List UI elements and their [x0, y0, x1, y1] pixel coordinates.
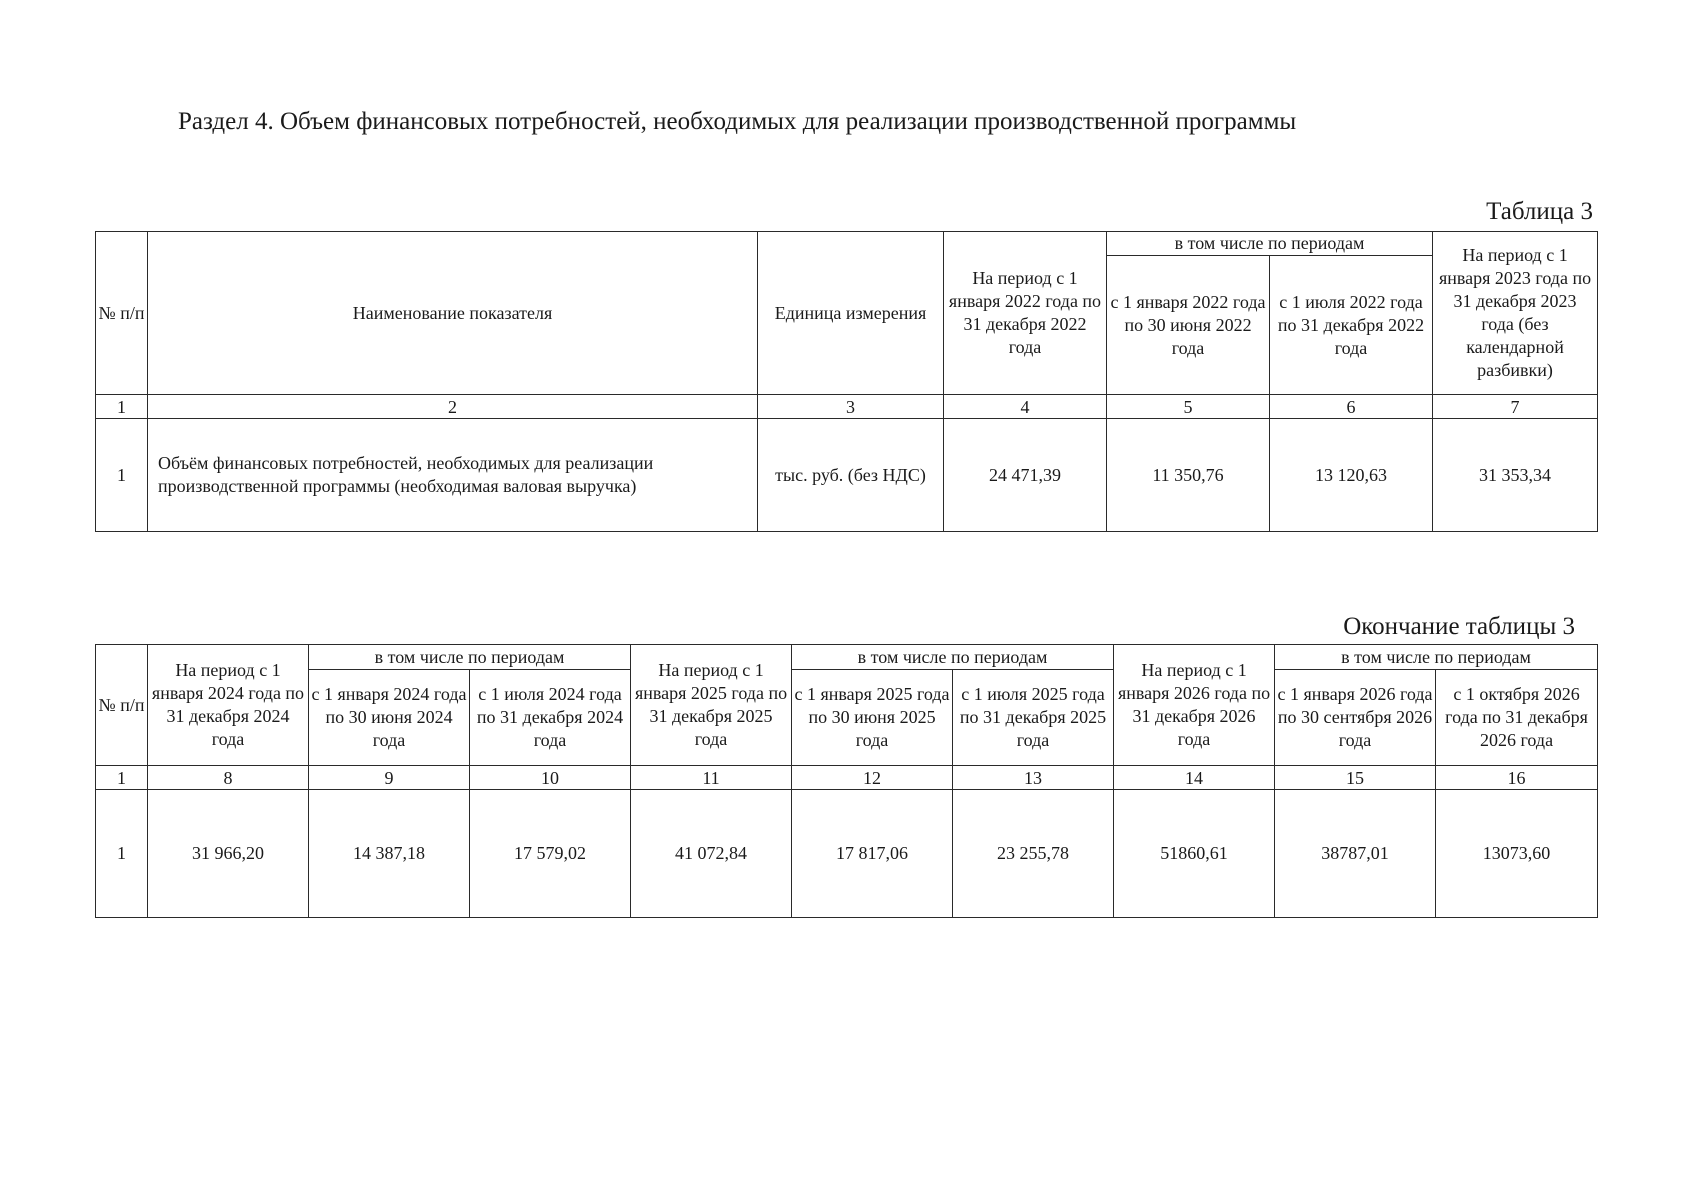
- row-period-2026: 51860,61: [1114, 790, 1275, 918]
- header-h1-2024: с 1 января 2024 года по 30 июня 2024 года: [309, 670, 470, 766]
- col-number: 11: [631, 766, 792, 790]
- header-num: № п/п: [96, 645, 148, 766]
- col-number: 16: [1436, 766, 1598, 790]
- header-unit: Единица измерения: [758, 232, 944, 395]
- row-h2-2022: 13 120,63: [1270, 419, 1433, 532]
- row-period-2022: 24 471,39: [944, 419, 1107, 532]
- table-row: [96, 419, 1598, 532]
- row-period-2025: 41 072,84: [631, 790, 792, 918]
- header-h1-2022: с 1 января 2022 года по 30 июня 2022 года: [1107, 256, 1270, 395]
- header-q4-2026: с 1 октября 2026 года по 31 декабря 2026 года: [1436, 670, 1598, 766]
- header-name: Наименование показателя: [148, 232, 758, 395]
- table-3-end: [95, 644, 1598, 918]
- row-period-2023: 31 353,34: [1433, 419, 1598, 532]
- header-q1-2026: с 1 января 2026 года по 30 сентября 2026 года: [1275, 670, 1436, 766]
- row-unit: тыс. руб. (без НДС): [758, 419, 944, 532]
- col-number: 4: [944, 395, 1107, 419]
- header-period-2022: На период с 1 января 2022 года по 31 декабря 2022 года: [944, 232, 1107, 395]
- column-number-row: [96, 395, 1598, 419]
- column-number-row: [96, 766, 1598, 790]
- header-sub-group-2024: в том числе по периодам: [309, 645, 631, 670]
- table-subheader-row: [96, 670, 1598, 766]
- col-number: 8: [148, 766, 309, 790]
- table-3-end-label: Окончание таблицы 3: [1343, 613, 1575, 640]
- header-h2-2025: с 1 июля 2025 года по 31 декабря 2025 года: [953, 670, 1114, 766]
- header-sub-group-2025: в том числе по периодам: [792, 645, 1114, 670]
- row-period-2024: 31 966,20: [148, 790, 309, 918]
- col-number: 1: [96, 766, 148, 790]
- row-h2-2024: 17 579,02: [470, 790, 631, 918]
- header-h1-2025: с 1 января 2025 года по 30 июня 2025 года: [792, 670, 953, 766]
- col-number: 9: [309, 766, 470, 790]
- col-number: 3: [758, 395, 944, 419]
- row-h1-2022: 11 350,76: [1107, 419, 1270, 532]
- col-number: 2: [148, 395, 758, 419]
- col-number: 1: [96, 395, 148, 419]
- table-3: [95, 231, 1598, 532]
- row-q4-2026: 13073,60: [1436, 790, 1598, 918]
- header-sub-group-2026: в том числе по периодам: [1275, 645, 1598, 670]
- table-3-label: Таблица 3: [1486, 198, 1593, 225]
- row-name: Объём финансовых потребностей, необходимых для реализации производственной программы (необходимая валовая выручка): [148, 419, 758, 532]
- header-num: № п/п: [96, 232, 148, 395]
- row-num: 1: [96, 419, 148, 532]
- col-number: 6: [1270, 395, 1433, 419]
- col-number: 5: [1107, 395, 1270, 419]
- col-number: 13: [953, 766, 1114, 790]
- header-sub-group: в том числе по периодам: [1107, 232, 1433, 256]
- table-row: [96, 790, 1598, 918]
- table-header-row: [96, 232, 1598, 256]
- header-period-2024: На период с 1 января 2024 года по 31 декабря 2024 года: [148, 645, 309, 766]
- header-period-2023: На период с 1 января 2023 года по 31 декабря 2023 года (без календарной разбивки): [1433, 232, 1598, 395]
- row-q1-2026: 38787,01: [1275, 790, 1436, 918]
- col-number: 7: [1433, 395, 1598, 419]
- col-number: 10: [470, 766, 631, 790]
- row-h2-2025: 23 255,78: [953, 790, 1114, 918]
- header-period-2026: На период с 1 января 2026 года по 31 декабря 2026 года: [1114, 645, 1275, 766]
- header-h2-2022: с 1 июля 2022 года по 31 декабря 2022 года: [1270, 256, 1433, 395]
- row-h1-2025: 17 817,06: [792, 790, 953, 918]
- row-num: 1: [96, 790, 148, 918]
- header-h2-2024: с 1 июля 2024 года по 31 декабря 2024 года: [470, 670, 631, 766]
- section-title: Раздел 4. Объем финансовых потребностей, необходимых для реализации производственной программы: [178, 108, 1297, 135]
- col-number: 12: [792, 766, 953, 790]
- row-h1-2024: 14 387,18: [309, 790, 470, 918]
- header-period-2025: На период с 1 января 2025 года по 31 декабря 2025 года: [631, 645, 792, 766]
- col-number: 14: [1114, 766, 1275, 790]
- table-header-row: [96, 645, 1598, 670]
- col-number: 15: [1275, 766, 1436, 790]
